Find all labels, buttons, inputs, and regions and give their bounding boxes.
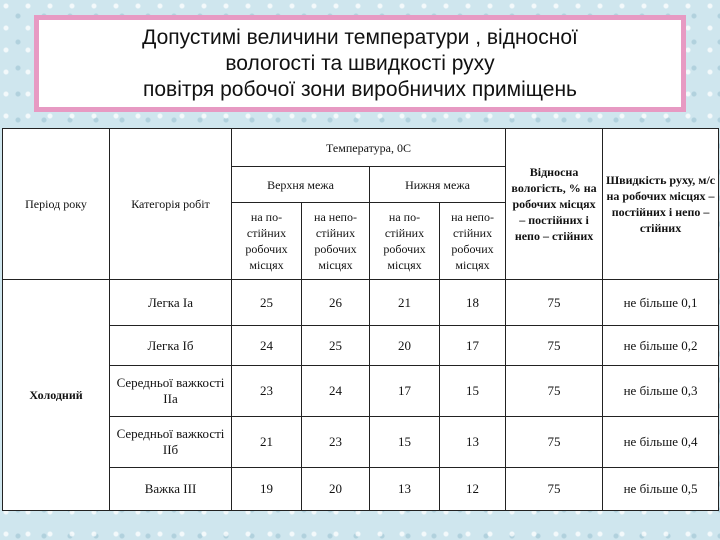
row-category: Важка ІІІ: [110, 468, 232, 511]
header-temperature: Температура, 0С: [232, 129, 506, 167]
cell-upper-permanent: 19: [232, 468, 302, 511]
cell-lower-permanent: 15: [370, 417, 440, 468]
cell-lower-permanent: 17: [370, 366, 440, 417]
cell-upper-permanent: 25: [232, 280, 302, 326]
header-lower-limit: Нижня межа: [370, 167, 506, 203]
row-category: Середньої важкості ІІа: [110, 366, 232, 417]
cell-humidity: 75: [506, 468, 603, 511]
cell-humidity: 75: [506, 366, 603, 417]
table-row: [3, 417, 719, 468]
cell-lower-permanent: 13: [370, 468, 440, 511]
cell-lower-nonpermanent: 12: [440, 468, 506, 511]
table-row: [3, 468, 719, 511]
cell-humidity: 75: [506, 326, 603, 366]
cell-speed: не більше 0,1: [603, 280, 719, 326]
cell-upper-nonpermanent: 25: [302, 326, 370, 366]
header-lower-nonpermanent: на непо-стійних робочих місцях: [440, 203, 506, 280]
cell-speed: не більше 0,3: [603, 366, 719, 417]
header-period: Період року: [3, 129, 110, 280]
title-line-2: вологості та швидкості руху: [225, 51, 495, 75]
cell-upper-permanent: 23: [232, 366, 302, 417]
cell-upper-nonpermanent: 20: [302, 468, 370, 511]
cell-upper-nonpermanent: 26: [302, 280, 370, 326]
header-upper-permanent: на по-стійних робочих місцях: [232, 203, 302, 280]
cell-upper-nonpermanent: 24: [302, 366, 370, 417]
header-lower-permanent: на по-стійних робочих місцях: [370, 203, 440, 280]
cell-upper-nonpermanent: 23: [302, 417, 370, 468]
norms-table: [2, 128, 719, 511]
cell-lower-nonpermanent: 15: [440, 366, 506, 417]
row-category: Легка Іа: [110, 280, 232, 326]
table-row: [3, 366, 719, 417]
cell-speed: не більше 0,4: [603, 417, 719, 468]
cell-lower-nonpermanent: 18: [440, 280, 506, 326]
table-row: [3, 326, 719, 366]
title-line-3: повітря робочої зони виробничих приміщень: [142, 77, 578, 101]
period-value: Холодний: [3, 280, 110, 511]
cell-speed: не більше 0,2: [603, 326, 719, 366]
row-category: Легка Іб: [110, 326, 232, 366]
row-category: Середньої важкості ІІб: [110, 417, 232, 468]
cell-lower-permanent: 20: [370, 326, 440, 366]
cell-lower-nonpermanent: 13: [440, 417, 506, 468]
header-speed: Швидкість руху, м/с на робочих місцях – постійних і непо – стійних: [603, 129, 719, 280]
cell-upper-permanent: 21: [232, 417, 302, 468]
header-upper-limit: Верхня межа: [232, 167, 370, 203]
cell-lower-nonpermanent: 17: [440, 326, 506, 366]
title-line-1: Допустимі величини температури , відносної: [142, 25, 578, 49]
header-upper-nonpermanent: на непо-стійних робочих місцях: [302, 203, 370, 280]
cell-speed: не більше 0,5: [603, 468, 719, 511]
table-row: [3, 280, 719, 326]
title-box: [34, 15, 686, 112]
cell-humidity: 75: [506, 280, 603, 326]
header-humidity: Відносна вологість, % на робочих місцях – постійних і непо – стійних: [506, 129, 603, 280]
cell-upper-permanent: 24: [232, 326, 302, 366]
header-category: Категорія робіт: [110, 129, 232, 280]
cell-lower-permanent: 21: [370, 280, 440, 326]
cell-humidity: 75: [506, 417, 603, 468]
